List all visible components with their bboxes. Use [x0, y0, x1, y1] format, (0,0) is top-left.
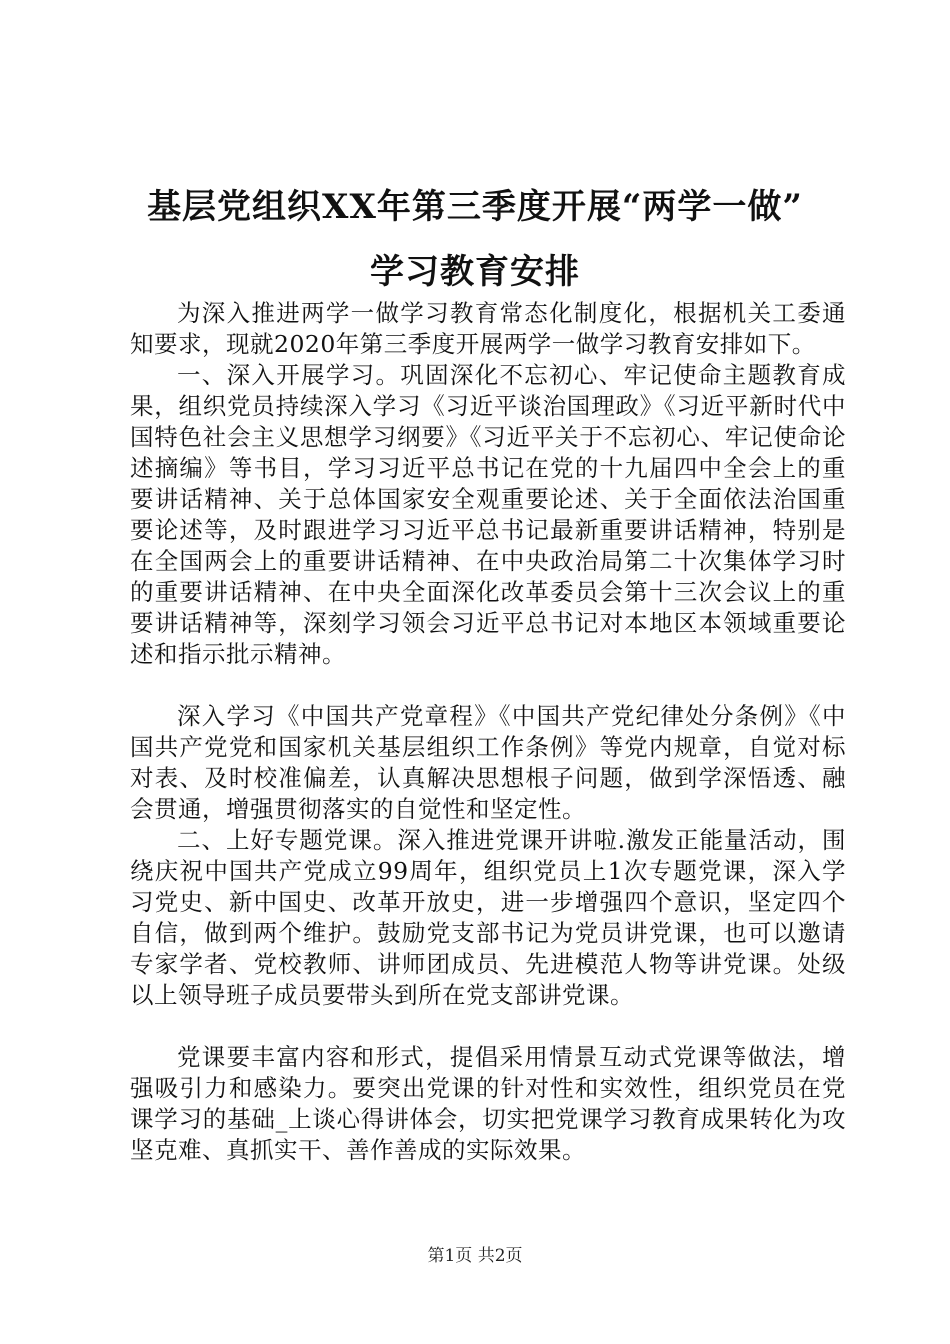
paragraph-section-2: 二、上好专题党课。深入推进党课开讲啦.激发正能量活动，围绕庆祝中国共产党成立99周年，组织党员上1次专题党课，深入学习党史、新中国史、改革开放史，进一步增强四个意识，坚定四个自信，做到两个维护。鼓励党支部书记为党员讲党课，也可以邀请专家学者、党校教师、讲师团成员、先进模范人物等讲党课。处级以上领导班子成员要带头到所在党支部讲党课。 — [130, 826, 846, 1009]
paragraph-section-2-form: 党课要丰富内容和形式，提倡采用情景互动式党课等做法，增强吸引力和感染力。要突出党课的针对性和实效性，组织党员在党课学习的基础_上谈心得讲体会，切实把党课学习教育成果转化为攻坚克难、真抓实干、善作善成的实际效果。 — [130, 1043, 846, 1164]
paragraph-intro: 为深入推进两学一做学习教育常态化制度化，根据机关工委通知要求，现就2020年第三季度开展两学一做学习教育安排如下。 — [130, 299, 846, 358]
document-title-line-2: 学习教育安排 — [370, 252, 580, 292]
document-body — [130, 298, 846, 1166]
page-number-footer: 第1页 共2页 — [427, 1246, 523, 1266]
paragraph-section-1-study: 深入学习《中国共产党章程》《中国共产党纪律处分条例》《中国共产党党和国家机关基层组织工作条例》等党内规章，自觉对标对表、及时校准偏差，认真解决思想根子问题，做到学深悟透、融会贯通，增强贯彻落实的自觉性和坚定性。 — [130, 702, 846, 823]
paragraph-section-1: 一、深入开展学习。巩固深化不忘初心、牢记使命主题教育成果，组织党员持续深入学习《习近平谈治国理政》《习近平新时代中国特色社会主义思想学习纲要》《习近平关于不忘初心、牢记使命论述摘编》等书目，学习习近平总书记在党的十九届四中全会上的重要讲话精神、关于总体国家安全观重要论述、关于全面依法治国重要论述等，及时跟进学习习近平总书记最新重要讲话精神，特别是在全国两会上的重要讲话精神、在中央政治局第二十次集体学习时的重要讲话精神、在中央全面深化改革委员会第十三次会议上的重要讲话精神等，深刻学习领会习近平总书记对本地区本领域重要论述和指示批示精神。 — [130, 361, 846, 668]
document-title-line-1: 基层党组织XX年第三季度开展“两学一做” — [147, 187, 803, 227]
